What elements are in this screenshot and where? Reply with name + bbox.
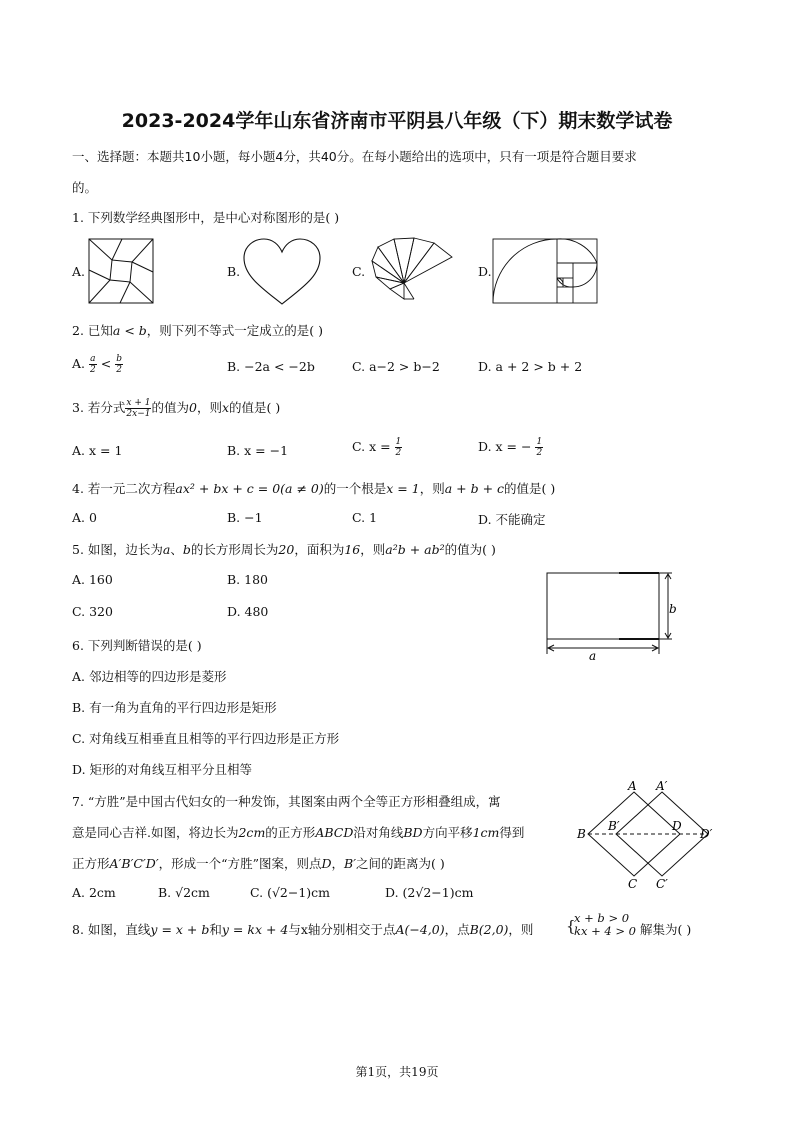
q7-option-b: B. √2cm bbox=[158, 885, 210, 900]
page-title: 2023-2024学年山东省济南市平阴县八年级（下）期末数学试卷 bbox=[121, 110, 673, 132]
q8-system: x + b > 0 kx + 4 > 0 bbox=[574, 911, 636, 938]
q3-option-c: C. x = $\frac{1}{2}$ bbox=[352, 437, 402, 458]
q2-stem: 2. 已知a < b，则下列不等式一定成立的是( ) bbox=[72, 323, 324, 338]
section-heading-line2: 的。 bbox=[72, 180, 98, 195]
q3-option-b: B. x = −1 bbox=[227, 443, 289, 458]
q1-stem: 1. 下列数学经典图形中，是中心对称图形的是( ) bbox=[72, 210, 340, 225]
q5-option-a: A. 160 bbox=[72, 572, 113, 587]
q5-figure-label-a: a bbox=[589, 649, 597, 663]
q7-fig-label-C: C bbox=[628, 877, 638, 891]
q8-stem: 8. 如图，直线y = x + b和y = kx + 4与x轴分别相交于点A(−4,0)，点B(2,0)，则 bbox=[72, 922, 534, 937]
q6-stem: 6. 下列判断错误的是( ) bbox=[72, 638, 202, 653]
q7-line3: 正方形A′B′C′D′，形成一个“方胜”图案，则点D，B′之间的距离为( ) bbox=[72, 856, 445, 871]
q7-fig-label-A: A bbox=[628, 779, 637, 793]
q7-fig-label-D1: D′ bbox=[700, 827, 713, 841]
q5-stem: 5. 如图，边长为a、b的长方形周长为20，面积为16，则a²b + ab²的值为( ) bbox=[72, 542, 496, 557]
q1-figure-a-pinwheel-square bbox=[88, 238, 156, 304]
q5-figure-label-b: b bbox=[669, 602, 677, 616]
q4-option-d: D. 不能确定 bbox=[478, 512, 546, 527]
q1-label-c: C. bbox=[352, 264, 366, 279]
q1-label-b: B. bbox=[227, 264, 241, 279]
q7-fig-label-B: B bbox=[577, 827, 586, 841]
q5-figure-rectangle bbox=[542, 568, 682, 664]
q7-option-d: D. (2√2−1)cm bbox=[385, 885, 474, 900]
q3-stem: 3. 若分式 $\frac{x + 1}{2x-1}$ 的值为0，则x的值是( ) bbox=[72, 398, 281, 419]
section-heading-line1: 一、选择题：本题共10小题，每小题4分，共40分。在每小题给出的选项中，只有一项是符合题目要求 bbox=[72, 149, 637, 164]
q3-option-a: A. x = 1 bbox=[72, 443, 123, 458]
q6-option-d: D. 矩形的对角线互相平分且相等 bbox=[72, 762, 253, 777]
q8-system-brace: { bbox=[566, 917, 576, 935]
q3-option-d: D. x = − $\frac{1}{2}$ bbox=[478, 437, 543, 458]
q1-figure-c-spiral-triangles bbox=[366, 237, 458, 307]
page-footer: 第1页，共19页 bbox=[355, 1065, 439, 1079]
q7-fig-label-A1: A′ bbox=[656, 779, 668, 793]
q5-option-c: C. 320 bbox=[72, 604, 113, 619]
q1-figure-d-golden-spiral bbox=[492, 238, 600, 304]
q7-line1: 7. “方胜”是中国古代妇女的一种发饰，其图案由两个全等正方形相叠组成，寓 bbox=[72, 794, 501, 809]
q6-option-a: A. 邻边相等的四边形是菱形 bbox=[72, 669, 227, 684]
q2-option-b: B. −2a < −2b bbox=[227, 359, 315, 374]
q4-option-c: C. 1 bbox=[352, 510, 378, 525]
q6-option-c: C. 对角线互相垂直且相等的平行四边形是正方形 bbox=[72, 731, 340, 746]
q7-line2: 意是同心吉祥.如图，将边长为2cm的正方形ABCD沿对角线BD方向平移1cm得到 bbox=[72, 825, 525, 840]
q7-figure-fangsheng bbox=[574, 778, 724, 892]
q5-option-d: D. 480 bbox=[227, 604, 269, 619]
q7-fig-label-B1: B′ bbox=[608, 819, 620, 833]
q7-option-c: C. (√2−1)cm bbox=[250, 885, 331, 900]
q2-option-c: C. a−2 > b−2 bbox=[352, 359, 440, 374]
q4-option-b: B. −1 bbox=[227, 510, 263, 525]
q2-option-d: D. a + 2 > b + 2 bbox=[478, 359, 583, 374]
q2-option-a: A. $\frac{a}{2}$ < $\frac{b}{2}$ bbox=[72, 354, 122, 375]
q4-option-a: A. 0 bbox=[72, 510, 97, 525]
q1-figure-b-heart bbox=[242, 238, 322, 306]
q7-fig-label-D: D bbox=[672, 819, 682, 833]
q7-option-a: A. 2cm bbox=[72, 885, 116, 900]
q4-stem: 4. 若一元二次方程ax² + bx + c = 0(a ≠ 0)的一个根是x = 1，则a + b + c的值是( ) bbox=[72, 481, 556, 496]
q1-label-d: D. bbox=[478, 264, 492, 279]
q1-label-a: A. bbox=[72, 264, 86, 279]
q8-stem-post: 解集为( ) bbox=[640, 922, 692, 937]
q6-option-b: B. 有一角为直角的平行四边形是矩形 bbox=[72, 700, 277, 715]
q7-fig-label-C1: C′ bbox=[656, 877, 668, 891]
q5-option-b: B. 180 bbox=[227, 572, 268, 587]
